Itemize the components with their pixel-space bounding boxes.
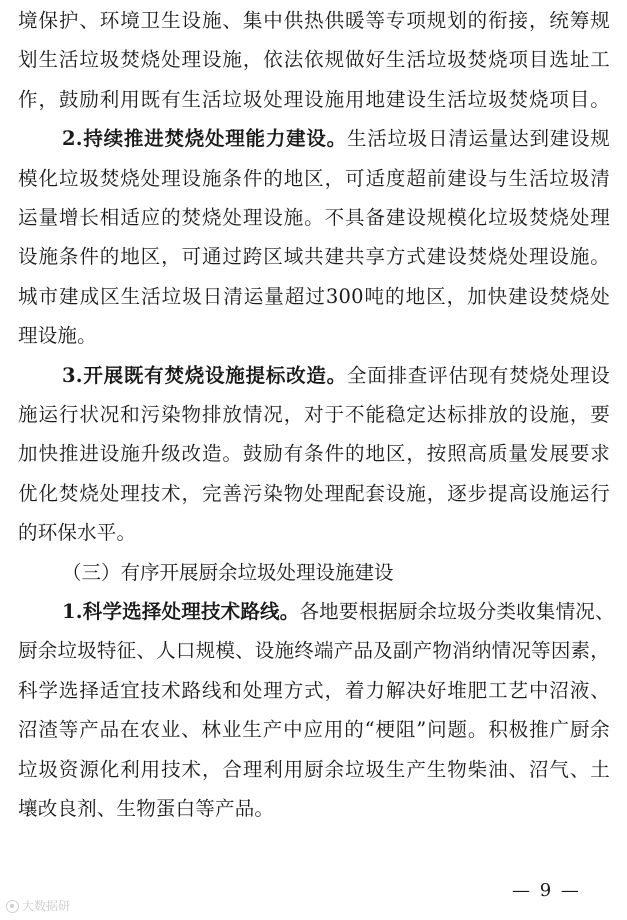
paragraph-line	[18, 245, 610, 269]
watermark-logo-icon	[6, 900, 19, 913]
page-number: — 9 —	[512, 880, 581, 901]
line-text: 优化焚烧处理技术，完善污染物处理配套设施，逐步提高设施运行	[18, 481, 610, 505]
line-text: 运量增长相适应的焚烧处理设施。不具备建设规模化垃圾焚烧处理	[18, 206, 610, 229]
paragraph-line	[18, 48, 610, 72]
line-text: 沼渣等产品在农业、林业生产中应用的“梗阻”问题。积极推广厨余	[18, 718, 610, 742]
section-heading-1: 1.科学选择处理技术路线。	[62, 600, 300, 623]
paragraph-line	[18, 639, 610, 663]
paragraph-line	[18, 285, 610, 309]
line-text: 设施条件的地区，可通过跨区域共建共享方式建设焚烧处理设施。	[18, 245, 610, 269]
line-text: 壤改良剂、生物蛋白等产品。	[18, 797, 275, 820]
line-text: 作，鼓励利用既有生活垃圾处理设施用地建设生活垃圾焚烧项目。	[18, 87, 610, 111]
paragraph-line	[18, 521, 610, 545]
paragraph-line	[18, 482, 610, 506]
line-text: 各地要根据厨余垃圾分类收集情况、	[299, 600, 615, 623]
paragraph-line	[18, 758, 610, 782]
heading-text: （三）有序开展厨余垃圾处理设施建设	[62, 560, 394, 584]
paragraph-line	[18, 167, 610, 191]
paragraph-line	[18, 442, 610, 466]
paragraph-line	[18, 206, 610, 230]
subsection-heading	[62, 561, 394, 585]
line-text: 全面排查评估现有焚烧处理设	[346, 363, 610, 387]
line-text: 生活垃圾日清运量达到建设规	[346, 127, 610, 151]
line-text: 施运行状况和污染物排放情况，对于不能稳定达标排放的设施，要	[18, 403, 610, 426]
line-text: 模化垃圾焚烧处理设施条件的地区，可适度超前建设与生活垃圾清	[18, 166, 610, 190]
section-heading-2: 2.持续推进焚烧处理能力建设。	[62, 127, 347, 151]
watermark	[6, 898, 70, 914]
paragraph-line	[18, 718, 610, 742]
paragraph-line	[62, 600, 615, 624]
line-text: 划生活垃圾焚烧处理设施，依法依规做好生活垃圾焚烧项目选址工	[18, 48, 610, 72]
paragraph-line	[62, 127, 610, 151]
line-text: 理设施。	[18, 324, 97, 348]
line-text: 境保护、环境卫生设施、集中供热供暖等专项规划的衔接，统筹规	[18, 9, 610, 32]
paragraph-line	[62, 364, 610, 388]
paragraph-line	[18, 797, 610, 821]
line-text: 加快推进设施升级改造。鼓励有条件的地区，按照高质量发展要求	[18, 442, 610, 466]
line-text: 城市建成区生活垃圾日清运量超过300吨的地区，加快建设焚烧处	[18, 284, 610, 308]
line-text: 厨余垃圾特征、人口规模、设施终端产品及副产物消纳情况等因素，	[18, 639, 610, 663]
line-text: 科学选择适宜技术路线和处理方式，着力解决好堆肥工艺中沼液、	[18, 678, 610, 702]
line-text: 垃圾资源化利用技术，合理利用厨余垃圾生产生物柴油、沼气、土	[18, 757, 610, 781]
paragraph-line	[18, 88, 610, 112]
watermark-text: 大数据研	[22, 899, 71, 913]
paragraph-line	[18, 679, 610, 703]
paragraph-line	[18, 9, 610, 33]
line-text: 的环保水平。	[18, 521, 137, 545]
paragraph-line	[18, 324, 610, 348]
section-heading-3: 3.开展既有焚烧设施提标改造。	[62, 363, 347, 387]
paragraph-line	[18, 403, 610, 427]
